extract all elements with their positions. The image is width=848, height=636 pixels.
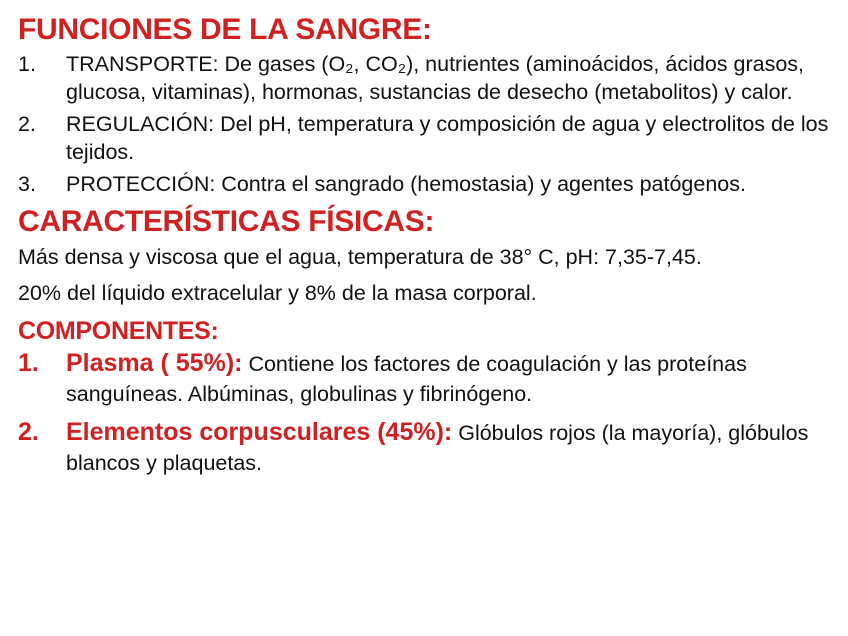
list-number: 3. [18, 172, 36, 196]
caracteristicas-line-2: 20% del líquido extracelular y 8% de la masa corporal. [18, 281, 537, 305]
caracteristicas-title: CARACTERÍSTICAS FÍSICAS: [18, 205, 435, 238]
list-number: 1. [18, 349, 39, 377]
list-number: 2. [18, 418, 39, 446]
funcion-item-proteccion [18, 170, 830, 198]
componentes-list [18, 348, 830, 478]
funcion-text: PROTECCIÓN: Contra el sangrado (hemostasia) y agentes patógenos. [66, 172, 746, 196]
componente-item-plasma [18, 348, 830, 409]
componentes-title: COMPONENTES: [18, 317, 219, 345]
componente-item-corpusculares [18, 417, 830, 478]
componente-body [66, 348, 830, 409]
componente-text: Contiene los factores de coagulación y las proteínas sanguíneas. Albúminas, globulinas y fibrinógeno. [66, 352, 747, 406]
funcion-text: REGULACIÓN: Del pH, temperatura y composición de agua y electrolitos de los tejidos. [66, 112, 829, 164]
funcion-text: TRANSPORTE: De gases (O₂, CO₂), nutrientes (aminoácidos, ácidos grasos, glucosa, vitaminas), hormonas, sustancias de desecho (metabolitos) y calor. [66, 52, 805, 104]
list-number: 1. [18, 52, 36, 76]
funcion-item-regulacion [18, 110, 830, 166]
componente-name: Plasma ( 55%): [66, 349, 243, 377]
funciones-title: FUNCIONES DE LA SANGRE: [18, 13, 432, 46]
list-number: 2. [18, 112, 36, 136]
funcion-item-transporte [18, 50, 830, 106]
componente-body [66, 417, 830, 478]
componente-text: Glóbulos rojos (la mayoría), glóbulos blancos y plaquetas. [66, 421, 809, 475]
funciones-list [18, 50, 830, 198]
caracteristicas-line-1: Más densa y viscosa que el agua, temperatura de 38° C, pH: 7,35-7,45. [18, 245, 702, 269]
componente-name: Elementos corpusculares (45%): [66, 418, 453, 446]
